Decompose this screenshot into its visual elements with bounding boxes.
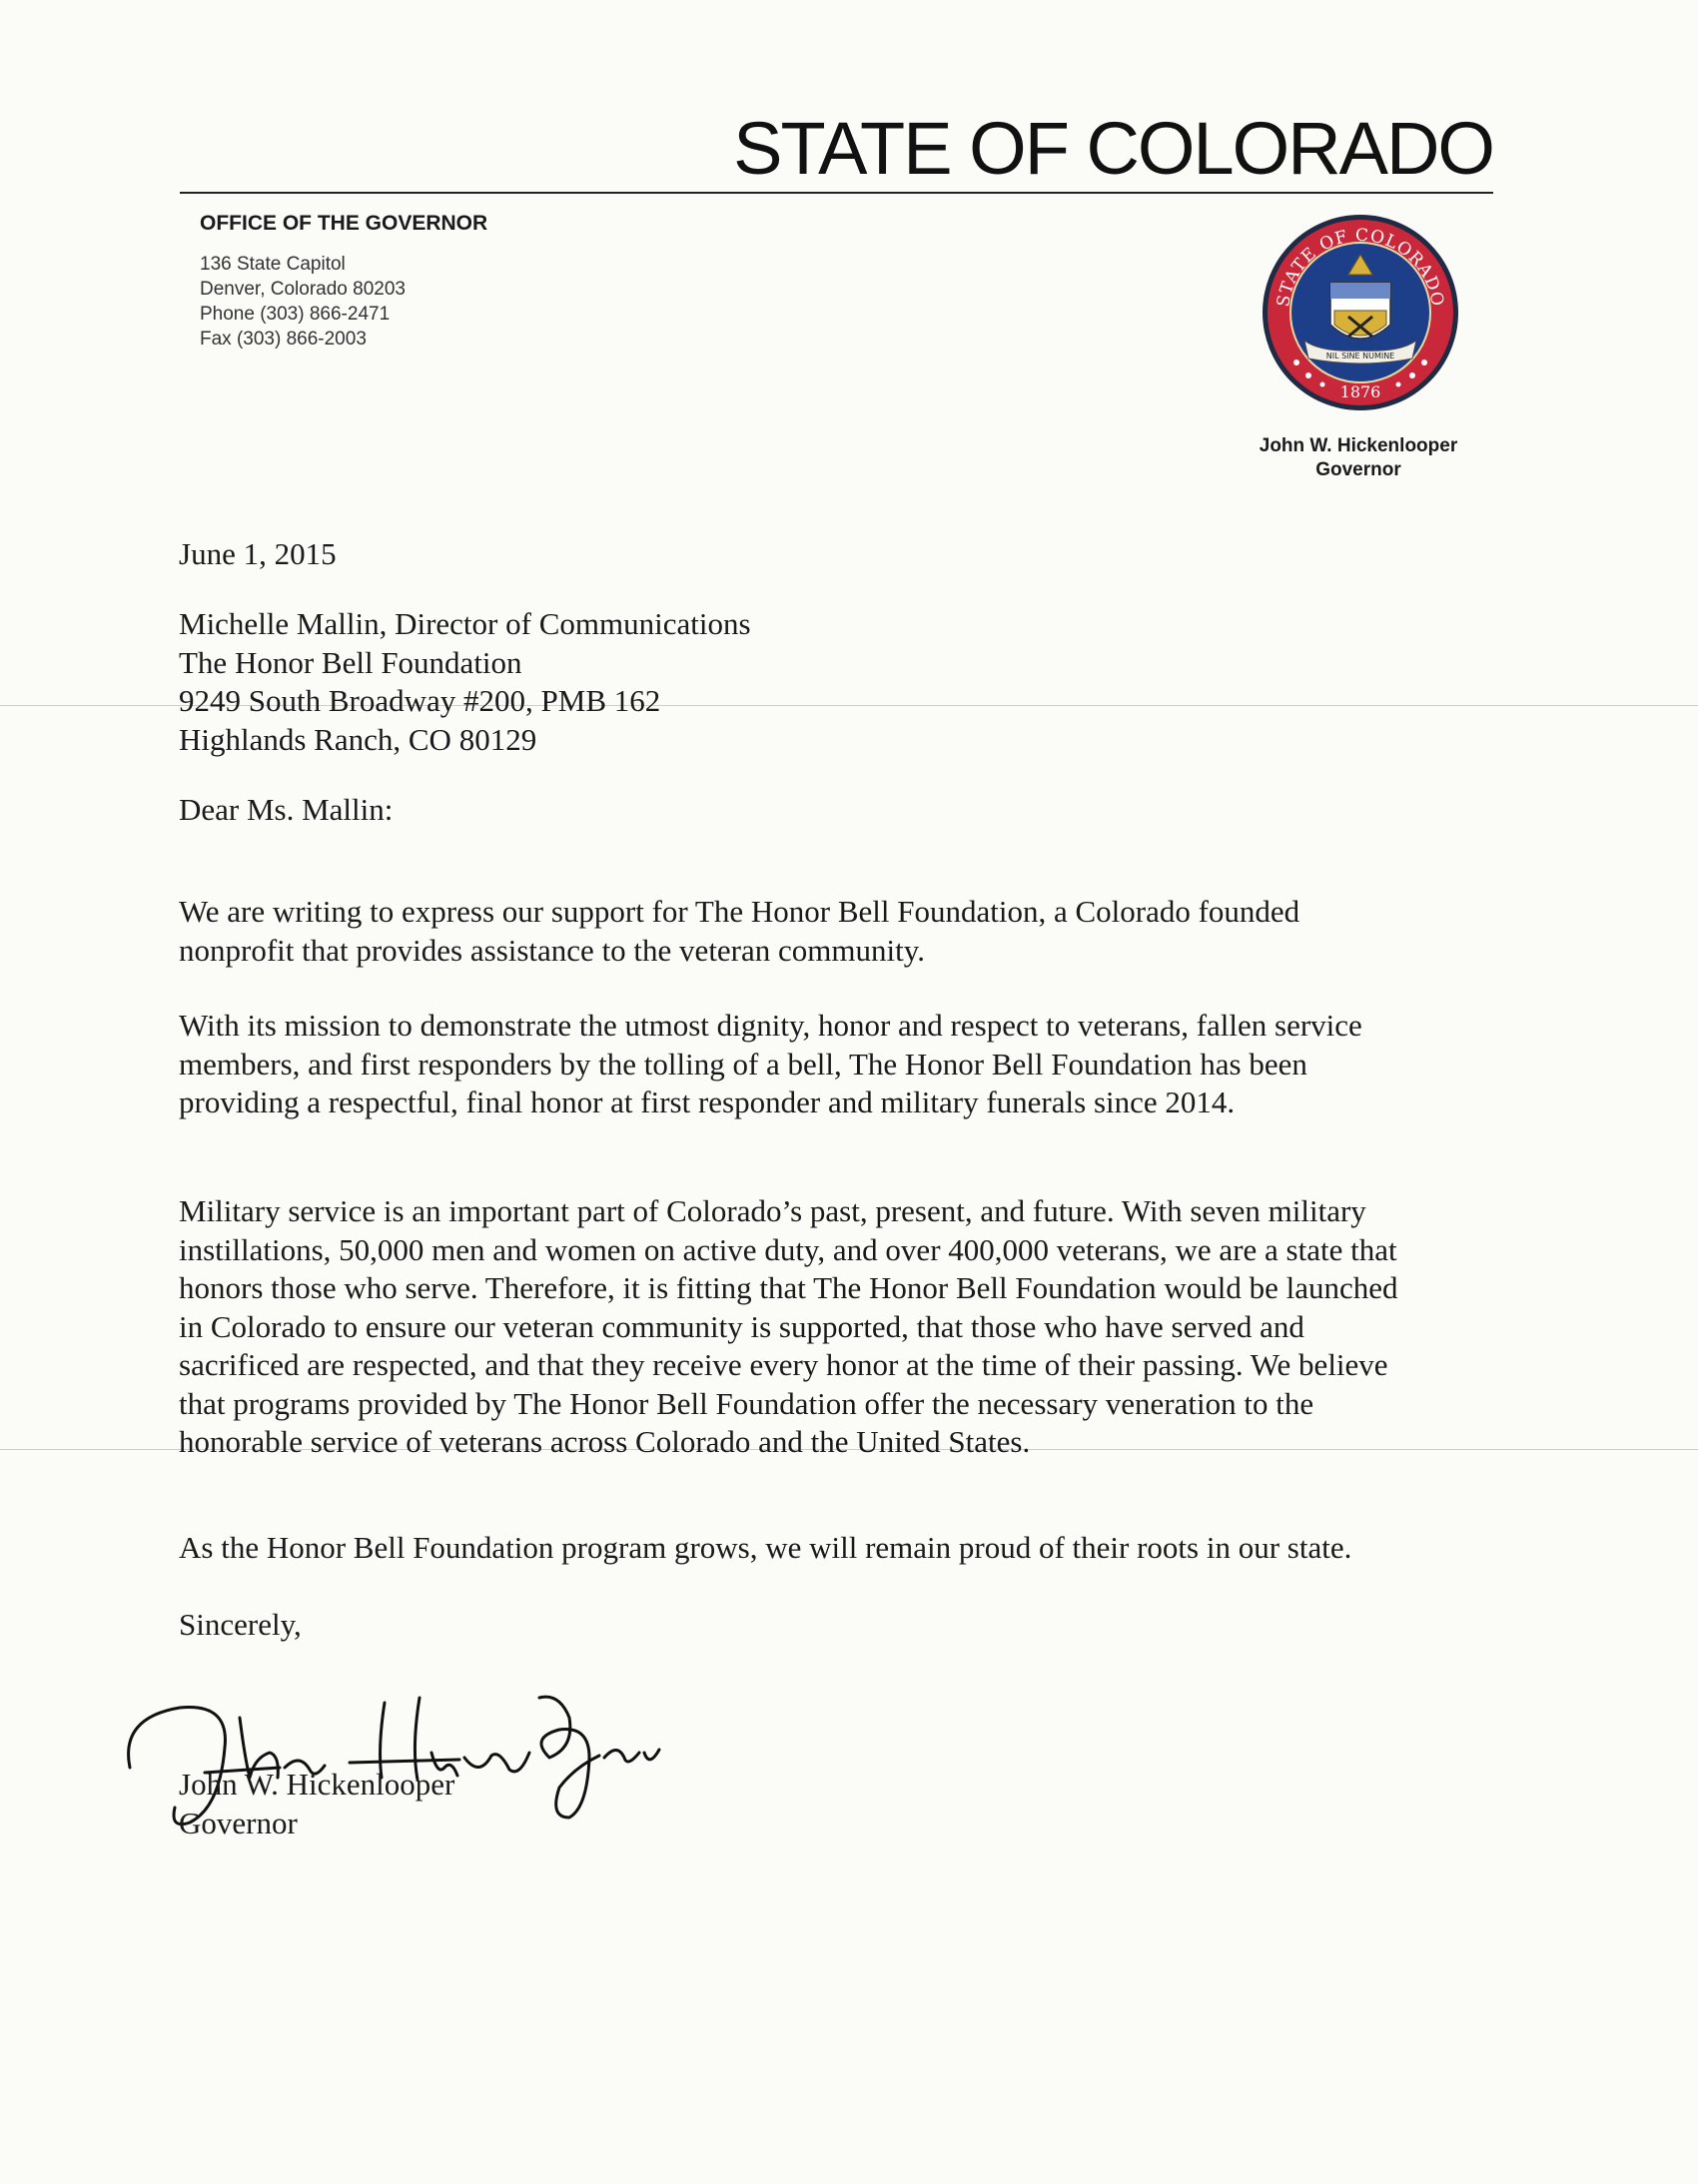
address-line: Denver, Colorado 80203 (200, 279, 406, 300)
closing: Sincerely, (179, 1607, 302, 1642)
seal-year: 1876 (1339, 382, 1381, 401)
letterhead-rule (180, 192, 1493, 194)
address-line: 136 State Capitol (200, 254, 346, 275)
governor-name: John W. Hickenlooper (1259, 435, 1458, 456)
office-address (200, 252, 406, 352)
office-heading: OFFICE OF THE GOVERNOR (200, 212, 488, 235)
governor-title: Governor (1315, 459, 1401, 480)
body-paragraph: With its mission to demonstrate the utmost dignity, honor and respect to veterans, fallen service members, and first responders by the tolling of a bell, The Honor Bell Foundation has been providing a respectful, final honor at first responder and military funerals since 2014. (179, 1008, 1362, 1119)
recipient-line: Michelle Mallin, Director of Communications (179, 606, 751, 641)
body-paragraph: Military service is an important part of Colorado’s past, present, and future. With seven military instillations, 50,000 men and women on active duty, and over 400,000 veterans, we are a state that honors those who serve. Therefore, it is fitting that The Honor Bell Foundation would be launched in Colorado to ensure our veteran community is supported, that those who have served and sacrificed are respected, and that they receive every honor at the time of their passing. We believe that programs provided by The Honor Bell Foundation offer the necessary veneration to the honorable service of veterans across Colorado and the United States. (179, 1193, 1398, 1459)
address-line: Fax (303) 866-2003 (200, 329, 367, 350)
recipient-line: Highlands Ranch, CO 80129 (179, 721, 537, 757)
recipient-line: The Honor Bell Foundation (179, 644, 522, 680)
letterhead-title: STATE OF COLORADO (733, 107, 1493, 190)
body-paragraph: We are writing to express our support for The Honor Bell Foundation, a Colorado founded nonprofit that provides assistance to the veteran community. (179, 894, 1300, 968)
recipient-line: 9249 South Broadway #200, PMB 162 (179, 683, 661, 718)
signer-title: Governor (179, 1805, 298, 1840)
letter-date: June 1, 2015 (179, 536, 337, 571)
seal-ring-text: STATE OF COLORADO (1274, 225, 1447, 309)
address-line: Phone (303) 866-2471 (200, 304, 391, 325)
body-paragraph: As the Honor Bell Foundation program grows, we will remain proud of their roots in our state. (179, 1530, 1352, 1565)
recipient-address (179, 605, 1402, 759)
state-seal-icon (1261, 213, 1460, 412)
seal-motto: NIL SINE NUMINE (1325, 352, 1395, 361)
signer-name: John W. Hickenlooper (179, 1767, 455, 1802)
signer-block (179, 1766, 1402, 1842)
salutation: Dear Ms. Mallin: (179, 792, 394, 827)
governor-block (1244, 434, 1473, 482)
